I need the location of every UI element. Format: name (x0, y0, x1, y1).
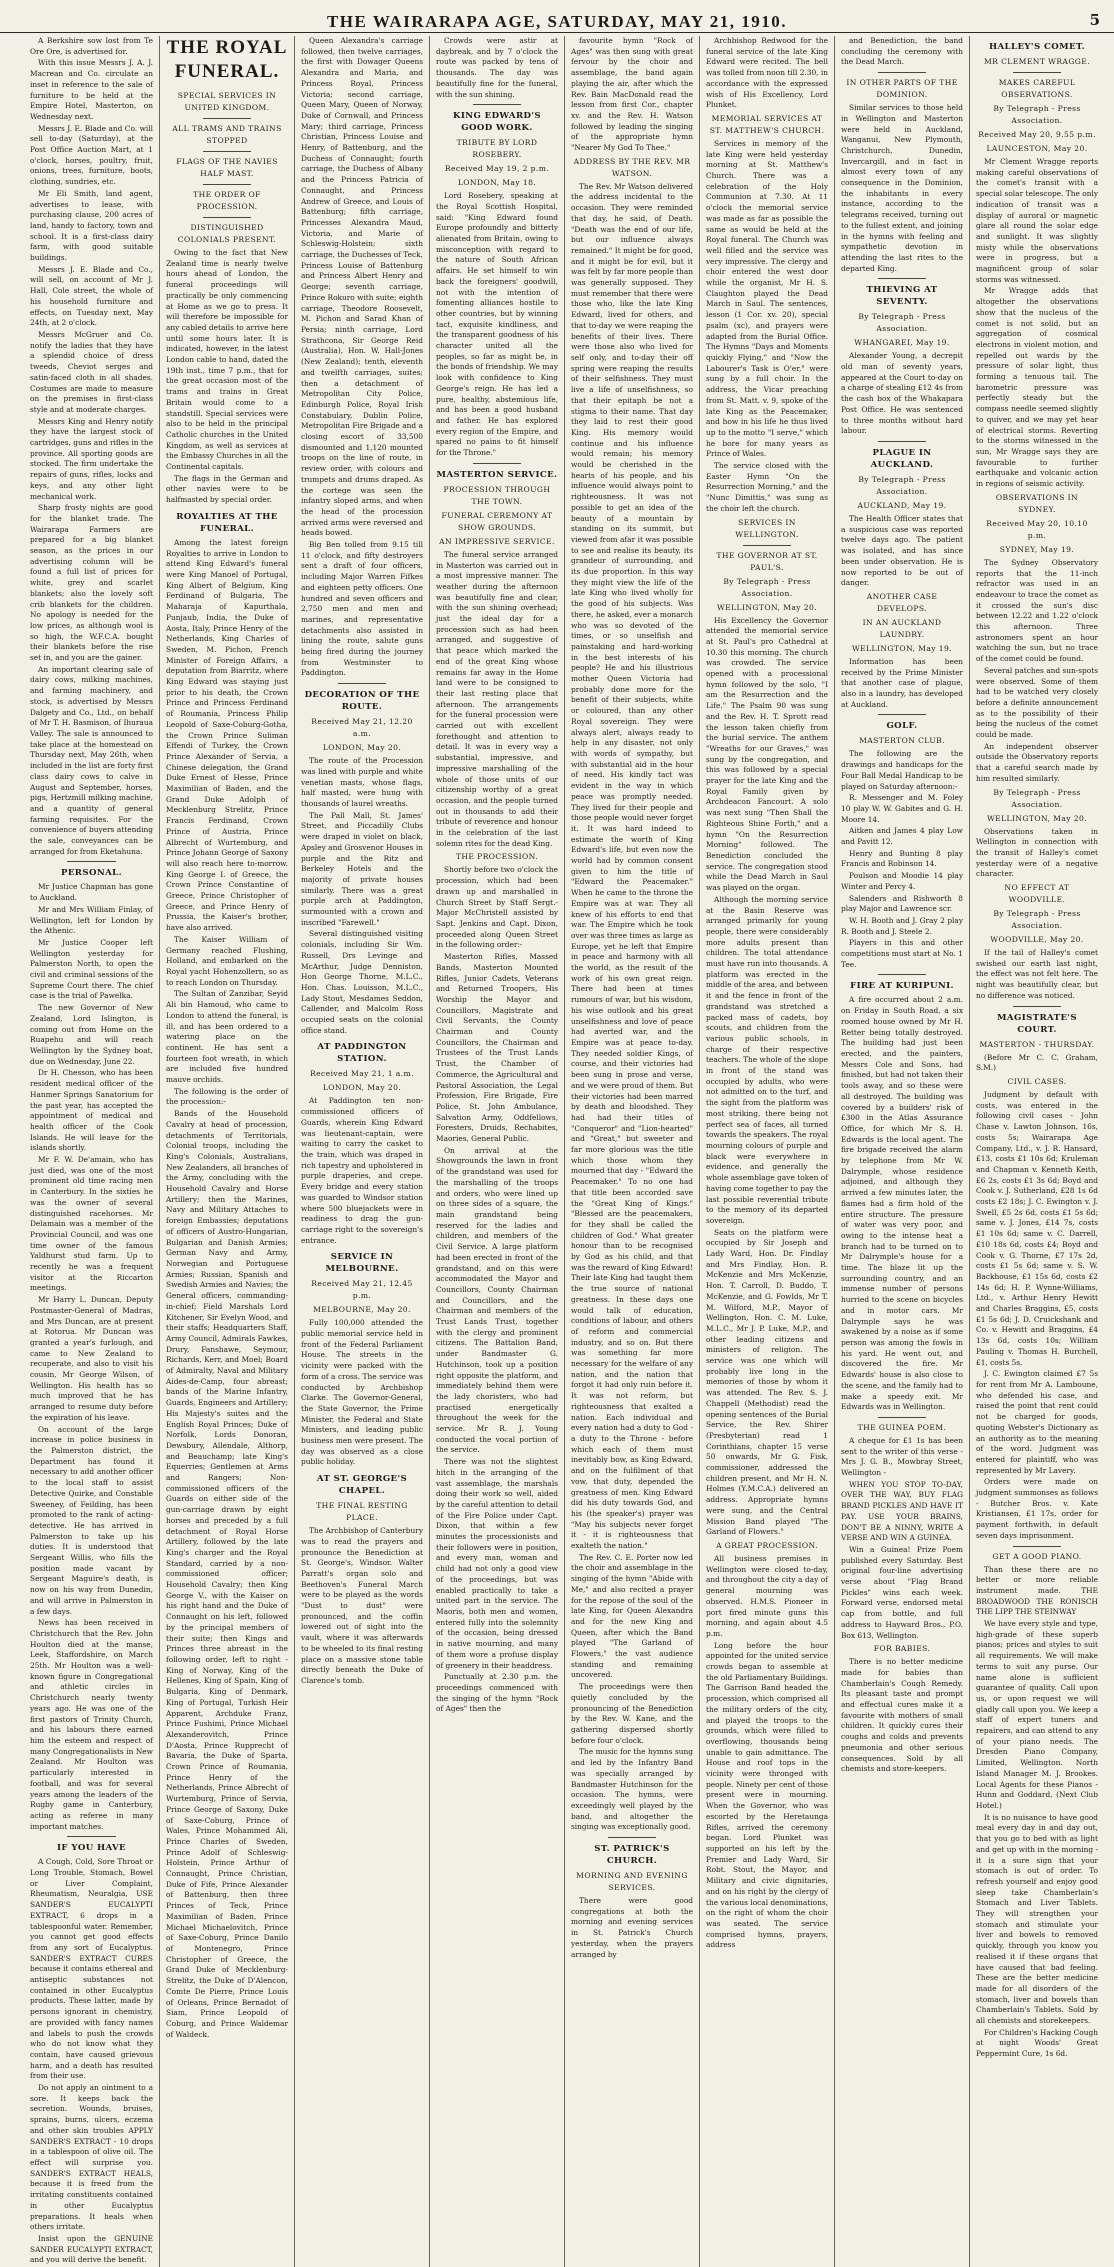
paragraph: Aitken and James 4 play Low and Pavitt 12. (841, 826, 963, 847)
dateline: Received May 20, 10.10 p.m. (986, 518, 1088, 540)
paragraph: Big Ben tolled from 9.15 till 11 o'clock, and fifty destroyers sent a draft of four officers, including Major Warren Fifkes and eighteen petty officers. One hundred and seven officers and 2,750 men and men and marines, and representative detachments also assisted in lining the route, salute guns being fired during the journey from Westminster to Paddington. (301, 540, 423, 678)
subheading: ADDRESS BY THE REV. MR WATSON. (573, 156, 691, 178)
dateline: MELBOURNE, May 20. (313, 1305, 411, 1315)
paragraph: Masterton Rifles, Massed Bands, Masterton Mounted Rifles, Junior Cadets, Veterans and Returned Troopers, His Worship the Mayor and Councillors, Magistrate and Civil Servants, the County Chairman and County Councillors, the Chairman and Trustees of the Trust Lands Trust, the Chamber of Commerce, the Agricultural and Pastoral Association, the Legal Profession, Fire Brigade, Fire Police, St. John Ambulance, Salvation Army, Oddfellows, Foresters, Druids, Rechabites, Maories, General Public. (436, 952, 558, 1144)
paragraph: Than these there are no better or more reliable instrument made. THE BROADWOOD THE RONISCH THE LIPP THE STEINWAY (976, 1564, 1098, 1617)
divider (203, 184, 252, 185)
paragraph: Mr Harry L. Duncan, Deputy Postmaster-General of Madras, and Mrs Duncan, are at present at Rotorua. Mr Duncan was granted a year's furlough, and came to New Zealand to recuperate, and also to visit his cousin, Mr George Wilson, of Wellington. His health has so much improved that he has arranged to resume duty before the expiration of his leave. (30, 1295, 153, 1422)
subheading: THE GOVERNOR AT ST. PAUL'S. (716, 550, 818, 572)
subheading: MORNING AND EVENING SERVICES. (576, 1871, 688, 1893)
paragraph: and Benediction, the band concluding the ceremony with the Dead March. (841, 36, 963, 67)
divider (878, 72, 927, 73)
deck-line: SPECIAL SERVICES IN UNITED KINGDOM. (177, 91, 277, 112)
dateline: SYDNEY, May 19. (999, 544, 1075, 554)
divider (608, 1837, 657, 1838)
paragraph: Messrs King and Henry notify they have the largest stock of cartridges, guns and rifles in the province. All sporting goods are stocked. The firm undertake the repairs of guns, rifles, locks and keys, and any other light mechanical work. (30, 416, 153, 501)
divider (878, 974, 927, 975)
dateline: By Telegraph - Press Association. (723, 576, 811, 598)
paragraph: The new Governor of New Zealand, Lord Islington, is coming out from Home on the Ruapehu and will reach Wellington by the Sydney boat, due on Wednesday, June 22. (30, 1003, 153, 1066)
heading-magistrates-court: MAGISTRATE'S COURT. (996, 1012, 1078, 1035)
divider (878, 714, 927, 715)
subheading: PROCESSION THROUGH THE TOWN. (443, 484, 551, 506)
paragraph: Messrs J. E. Blade and Co., will sell, on account of Mr J. Hall, Cole street, the whole of his household furniture and effects, on Tuesday next, May 24th, at 2 o'clock. (30, 264, 153, 328)
divider (67, 861, 116, 862)
dateline: By Telegraph - Press Association. (858, 474, 946, 496)
paragraph: Services in memory of the late King were held yesterday morning at St. Matthew's Church. There was a celebration of the Holy Communion at 7.30. At 11 o'clock the memorial service was made as far as possible the same as would be held at the Royal funeral. The Church was well filled and the service was very impressive. The clergy and choir entered the west door while the organist, Mr H. S. Claughton played the Dead March in Saul. The sentences, lesson (1 Cor. xv. 20), special psalm (xc), and prayers were adapted from the Burial Office. The Hymns "Days and Moments quickly Flying," and "Now the Labourer's Task is O'er," were sung by a full choir. In the address, the Vicar preaching from St. Matt. v. 9, spoke of the late King as the Peacemaker, and how in his life he thus lived up to the motto "I serve," which he bore for many years as Prince of Wales. (706, 138, 828, 459)
heading-plague: PLAGUE IN AUCKLAND. (870, 447, 934, 470)
divider (743, 545, 792, 546)
heading-fire: FIRE AT KURIPUNI. (850, 981, 954, 992)
paragraph: Lord Rosebery, speaking at the Royal Scottish Hospital, said: "King Edward found Europe profoundly and bitterly alienated from Britain, owing to misconception with regard to the nature of South African affairs. He set himself to win back the foreigners' goodwill, not with the intention of fomenting alliances hostile to other countries, but by winning tact, exquisite kindliness, and the transparent goodness of his character united all the peoples, so far as might be, in the bonds of friendship. We may look with confidence to King George's reign. He has led a pure, healthy, abstemious life, and has been a good husband and father. He has explored every region of the Empire, and spared no pains to fit himself for the Throne." (436, 191, 558, 458)
paragraph: All business premises in Wellington were closed to-day, and throughout the city a day of general mourning was observed. H.M.S. Pioneer in port fired minute guns this morning, and again about 4.5 p.m. (706, 1554, 828, 1638)
dateline: By Telegraph - Press Association. (993, 787, 1081, 809)
advert-paragraph: Insist upon the GENUINE SANDER EUCALYPTI EXTRACT, and you will derive the benefit. (30, 2233, 153, 2265)
subheading: GET A GOOD PIANO. (992, 1551, 1082, 1561)
paragraph: (Before Mr C. C. Graham, S.M.) (976, 1052, 1098, 1073)
subheading: MEMORIAL SERVICES AT ST. MATTHEW'S CHURCH. (709, 113, 825, 135)
paragraph: Crowds were astir at daybreak, and by 7 o'clock the route was packed by tens of thousands. The day was beautifully fine for the funeral, with the sun shining. (436, 36, 558, 99)
paragraph: The Sultan of Zanzibar, Seyid Ali bin Hamoud, who came to London to attend the funeral, is ill, and has been ordered to a watering place on the continent. He has sent a fourteen foot wreath, in which are included five hundred mauve orchids. (166, 989, 288, 1085)
subheading: IN OTHER PARTS OF THE DOMINION. (846, 78, 958, 100)
divider (878, 278, 927, 279)
subheading: MASTERTON - THURSDAY. (979, 1039, 1095, 1049)
heading-cough-advert: IF YOU HAVE (57, 1843, 126, 1854)
dateline: By Telegraph - Press Association. (993, 909, 1081, 931)
subheading: THE PROCESSION. (455, 852, 539, 862)
paragraph: Win a Guinea! Prize Poem published every Saturday. Best original four-line advertising verse about "Flag Brand Pickles" wins each week. Forward verse, endorsed metal cap from bottle, and full address to Hayward Bros., P.O. Box 613, Wellington. (841, 1544, 963, 1640)
column-3 (294, 36, 429, 2267)
subheading: TRIBUTE BY LORD ROSEBERY. (456, 138, 538, 160)
paragraph: The Pall Mall, St. James' Street, and Piccadilly Clubs were draped in violet on black, Apsley and Grosvenor Houses in purple and the Ritz and Berkeley Hotels and the majority of private houses similarly. There was a great purple arch at Paddington, surmounted with a crown and inscribed "Farewell." (301, 810, 423, 927)
paragraph: Judgment by default with costs, was entered in the following civil cases - John Chase v. Lawton Johnson, 16s, costs 5s; Wairarapa Age Company, Ltd., v. J. R. Hansard, £13, costs £1 10s 6d; Kruleman and Chapman v. Kenneth Keith, £6 2s, costs £1 3s 6d; Boyd and Cook v. J. Sutherland, £28 1s 6d costs £2 18s; J. C. Ewington v. J. Swell, £5 2s 6d, costs £1 5s 6d; same v. J. Jones, £14 7s, costs £1 10s 6d; same v. C. Darrell, £10 18s 6d, costs £4; Boyd and Cook v. G. Thorne, £7 17s 2d, costs £1 5s 6d; same v. S. W. Backhouse, £1 15s 6d, costs £2 14s 6d; H. P. Wynne-Williams, Ltd., v. Arthur Henry Hewitt and Charles Braggins, £5, costs £1 5s 6d; J. D. Cruickshank and Co. v. Hewitt and Braggins, £4 13s 6d, costs 10s; William Pauling v. Thomas H. Burchell, £1, costs 5s. (976, 1090, 1098, 1367)
paragraph: The flags in the German and other navies were to be halfmasted by special order. (166, 473, 288, 505)
paragraph: The funeral service arranged in Masterton was carried out in a most impressive manner. The weather during the afternoon was beautifully fine and clear, with the sun shining overhead; just the ideal day for a procession such as had been arranged, and suggestive of that peace which marked the end of the great King whose remains far away in the Home land were to be consigned to their last resting place that afternoon. The arrangements for the funeral procession were carried out with excellent forethought and attention to detail. It was in every way a substantial, impressive, and impressive marshalling of the whole of those units of our citizenship worthy of a great occasion, and the people turned out in thousands to add their tribute of reverence and honour in the celebration of the last solemn rites for the dead King. (436, 549, 558, 848)
paragraph: Bands of the Household Cavalry at head of procession, detachments of Territorials, Colonial troops, including the King's Colonials, Australians, New Zealanders, all branches of the Army, concluding with the Household Cavalry and Horse Artillery; then the Marines, Navy and Military Attaches to foreign Embassies; deputations of officers of Austro-Hungarian, Bulgarian and Danish Armies; German Navy and Army, Norwegian and Portuguese Armies; Russian, Spanish and Swedish Armies and Navies; the General officers, commanding-in-chief; Field Marshals Lord Kitchener, Sir Evelyn Wood, and their staffs; Headquarters Staff, Army Council, Admirals Fawkes, Drury, Fanshawe, Seymour, Richards, Kerr, and Moel; Board of Admiralty, Naval and Military Aides-de-Camp, four abreast; bands of the Marine Infantry, Guards, Engineers and Artillery; His Majesty's suites and the English Royal Princes; Duke of Norfolk, Lords Donoran, Dewsbury, Allendale, Althorp, and Beauchamp; late King's Equerries; Gentlemen at Arms and Rangers; Non-commissioned officers of the Guards on either side of the gun-carriage drawn by eight horses and preceded by a full detachment of Royal Horse Artillery, followed by the late King's charger and the Royal Standard, carried by a non-commissioned officer; Household Cavalry; then King George V., with the Kaiser on his right hand and the Duke of Connaught on his left, followed by the principal members of their suite; then Kings and Princes three abreast in the following order, left to right - King of Norway, King of the Hellenes, King of Spain, King of Bulgaria, King of Denmark, King of Portugal, Turkish Heir Apparent, Archduke Franz, Prince Fushimi, Prince Michael Alexanderovitch, Prince D'Aosta, Prince Rupprecht of Bavaria, the Duke of Sparta, Crown Prince of Roumania, Prince Henry of the Netherlands, Prince Albrecht of Wurtemburg, Prince of Servia, Prince George of Saxony, Duke of Saxe-Coburg, Prince of Wales, Prince Mohammed Ali, Prince Charles of Sweden, Prince Adolf of Schleswig-Holstein, Prince Arthur of Connaught, Prince Christian, Duke of Fife, Prince Alexander of Battenburg, then three Princes of Teck, Prince Maximilian of Baden, Prince Michael Michaelovitch, Prince of Saxe-Coburg, Prince Danilo of Montenegro, Prince Christopher of Greece, the Grand Duke of Mecklenburg-Strelitz, the Duke of D'Alencon, Comte De Pierre, Prince Louis of Orleans, Prince Bernadot of Siam, Prince Leopold of Coburg, and Prince Waldemar of Waldeck. (166, 1109, 289, 2039)
paragraph: The music for the hymns sung and led by the Infantry Band was specially arranged by Bandmaster Hutchinson for the occasion. The hymns, were exceedingly well played by the band, and altogether the singing was exceptionally good. (571, 1747, 693, 1832)
dateline: Received May 19, 2 p.m. (444, 164, 550, 174)
paragraph: The Health Officer states that a suspicious case was reported twelve days ago. The patient was isolated, and has since been under observation. He is now reported to be out of danger. (841, 513, 963, 588)
heading-personal: PERSONAL. (60, 868, 122, 879)
column-2 (159, 36, 294, 2267)
subheading: A GREAT PROCESSION. (716, 1541, 818, 1550)
paragraph: Sharp frosty nights are good for the blanket trade. The Wairarapa Farmers are prepared for a big blanket season, as the prices in our advertising column will be found a full list of prices for white, grey and scarlet blankets; also the lovely soft crib blankets for the children. No apology is needed for the low prices, as although wool is so high, the W.F.C.A. bought their blankets before the rise set in, and you are the gainer. (30, 503, 153, 663)
divider (878, 441, 927, 442)
paragraph: Owing to the fact that New Zealand time is nearly twelve hours ahead of London, the funeral proceedings will practically be only commencing at Home as we go to press. It will therefore be impossible for any cabled details to arrive here until some hours later. It is indicated, however, in the latest London cable to hand, dated the 19th inst., time 7 p.m., that for the great occasion most of the trams and trains in Great Britain would come to a standstill. Special services were also to be held in the principal Catholic churches in the United Kingdom, as well as services at the Embassy Churches in all the Continental capitals. (166, 248, 288, 472)
column-4 (429, 36, 564, 2267)
paragraph: Long before the hour appointed for the united service crowds began to assemble at the old Parliamentary Buildings. The Garrison Band headed the procession, which comprised all the military orders of the city, and played the troops to the grounds, which were filled to overflowing, thousands being unable to gain admittance. The House and roof tops in the vicinity were thronged with people. Ninety per cent of those present were in mourning. When the Governor, who was escorted by the Heretaunga Rifles, arrived the ceremony began. Lord Plunket was supported on his left by the Premier and Lady Ward, Sir Robt. Stout, the Mayor, and Military and civic dignitaries, and on his right by the clergy of the various local denominations, on the right of whom the choir was seated. The service comprised hymns, prayers, address (706, 1640, 828, 1950)
paragraph: Alexander Young, a decrepit old man of seventy years, appeared at the Court to-day on a charge of stealing £12 4s from the cash box of the Whakapara Post Office. He was sentenced to three months without hard labour. (841, 351, 963, 436)
paragraph: For Children's Hacking Cough at night Woods' Great Peppermint Cure, 1s 6d. (976, 2027, 1098, 2059)
heading-thieving: THIEVING AT SEVENTY. (866, 285, 938, 308)
paragraph: It is no nuisance to have good meal every day in and day out, that you go to bed with as light and get up with in the morning - it is a sure sign that your stomach is out of order. To refresh yourself and enjoy good sleep take Chamberlain's Stomach and Liver Tablets. They will strengthen your stomach and stimulate your liver and bowels to removed quickly, through you know you realised it if these organs that have caused that bad feeling. These are the better medicine made for all disorders of the stomach, liver and bowels than Chamberlain's Tablets. Sold by all chemists and storekeepers. (976, 1812, 1098, 2026)
deck-line: ALL TRAMS AND TRAINS STOPPED (172, 124, 282, 145)
paragraph: The proceedings were then quietly concluded by the pronouncing of the Benediction by the Rev. W. Kane, and the gathering dispersed shortly before four o'clock. (571, 1682, 693, 1745)
subheading: THE FINAL RESTING PLACE. (316, 1501, 408, 1523)
dateline: LONDON, May 20. (322, 743, 402, 753)
paragraph: An independent observer outside the Observatory reports that a careful search made by him resulted similarly. (976, 741, 1098, 783)
subheading: FOR BABIES. (873, 1644, 931, 1654)
paragraph: News has been received in Christchurch that the Rev. John Houlton died at the manse, Leek, Staffordshire, on March 25th. Mr Houlton was a well-known figure in Congregational and athletic circles in Christchurch nearly twenty years ago. He was one of the first pastors of Trinity Church, and his labours there earned him the esteem and respect of many Congregationalists in New Zealand. Mr Houlton was particularly interested in football, and was for several years among the leaders of the Rugby game in Canterbury, acting as referee in many important matches. (30, 1618, 153, 1831)
divider (203, 217, 252, 218)
paragraph: An important clearing sale of dairy cows, milking machines, and farming machinery, and stock, is advertised by Messrs Dalgety and Co., Ltd., on behalf of Mr T. H. Basmison, of Ihuraua Valley. The sale is announced to take place at the homestead on Thursday next, May 26th, when included in the list are forty first class dairy cows to calve in August and September, horses, pigs, Hertzmill milking machine, and a quantity of general farming requisites. For the convenience of buyers attending the sale, conveyances can be arranged for from Eketahuna. (30, 664, 153, 856)
paragraph: Mr Clement Wragge reports making careful observations of the comet's transit with a special solar telescope. The only indication of transit was a display of auroral or magnetic glare all round the solar edge and sunlight. It was slightly misty while the observations were in progress, but a magnificent group of solar storms was witnessed. (976, 157, 1098, 284)
paragraph: The following is the order of the procession:- (166, 1086, 288, 1107)
divider (338, 683, 387, 684)
paragraph: There is no better medicine made for babies than Chamberlain's Cough Remedy. Its pleasant taste and prompt and effectual cures make it a favourite with mothers of small children. It quickly cures their coughs and colds and prevents pneumonia and other serious consequences. Sold by all chemists and store-keepers. (841, 1657, 963, 1774)
dateline: LAUNCESTON, May 20. (986, 144, 1088, 153)
divider (878, 1417, 927, 1418)
paragraph: The Rev. Mr Watson delivered the address incidental to the occasion. They were reminded that day, he said, of Death. "Death was the end of our life, but our influence always remained." It might be for good, and it might be for evil, but it was felt by far more people than was generally supposed. They must remember that there were those who, like the late King Edward, lived for others, and that to-day we were reaping the benefits of their lives. There were those also who lived for self only, and to-day their off spring were reaping the results of their selfishness. They must live a life of unselfishness, so that their epitaph be not a stigma to their name. That day they laid to rest their good King. His memory would continue and his influence would remain; his memory would be cherished in the hearts of his people, and his influence would always point to righteousness. It was not possible to get an idea of the beauty of a mountain by standing on its summit, but viewed from afar it was possible to see and realise its beauty, its grandeur of surrounding, and its due proportion. In this way they might view the life of the late King who lived wholly for the good of his subjects. Was there, he asked, ever a monarch who was so devoted of the times, or so unselfish and painstaking and hard-working in the best interests of his people? He and his illustrious mother Queen Victoria had probably done more for the benefit of their subjects, white or coloured, than any other Royal sovereign. They were always alert, always ready to help in any disaster, not only with words of sympathy, but with substantial aid in the hour of need. His kindly tact was evident in the way in which peace was promptly needed. They lived for their people and those people would never forget it. It was hard indeed to estimate the worth of King Edward's life, but even now the world had by common consent given to him the title of "Edward the Peacemaker." When he came to the throne the Empire was at war. They all knew of his efforts to end that war. The Empire which he took over was three times as large as Europe, yet he left that Empire in peace and harmony with all the world, as the result of the work of his own great reign. There had been at times rumours of war, but his wisdom, his wise outlook and his great unselfishness and love of peace had averted war, and the Empire was at peace to-day. They needed soldier Kings, of course, and their victories had been sung in prose and verse, and we were proud of them. But their victories had been marred by death and bloodshed. They had had their titles of "Conqueror" and "Lion-hearted" and "Great," but sweeter and far more glorious was the title which those whom they mourned that day - "Edward the Peacemaker." To no one had that title been accorded save the "Great King of Kings." "Blessed are the peacemakers, for they shall be called the children of God." What greater honour than to be recognised by God as his child, and that was the reward of King Edward! Their late King had taught them the true source of national greatness. In these days one would talk of education, conditions of labour, and others of reform and commercial industry, and so on. But there was something far more necessary for the welfare of any nation, and the nation that forgot it had only ruin before it. It was not reform, but righteousness that exalted a nation. Each individual and every nation had a duty to God - a duty to the Throne - before which each of them must inevitably bow, as King Edward, and on the fulfilment of that vow, that duty, depended the greatness of men. King Edward did his duty towards God, and his (the speaker's) prayer was "May his subjects never forget it - it is righteousness that exalteth the nation." (571, 181, 693, 1551)
divider (473, 463, 522, 464)
paragraph: Players in this and other competitions must start at No. 1 Tee. (841, 938, 963, 969)
divider (203, 118, 252, 119)
column-1 (24, 36, 159, 2267)
paragraph: Salenders and Rishworth 8 play Major and Lawrence scr. (841, 893, 963, 914)
paragraph: Punctually at 2.30 p.m. the proceedings commenced with the singing of the hymn "Rock of Ages" then the (436, 1672, 558, 1714)
divider (473, 104, 522, 105)
heading-masterton-service: MASTERTON SERVICE. (436, 469, 558, 480)
paragraph: J. C. Ewington claimed £7 5s for rent from Mr A. Lamboune, who defended his case, and raised the point that rent could not be charged for goods, quoting Webster's Dictionary as an authority as to the meaning of the word. Judgment was entered for plaintiff, who was represented by Mr Lavery. (976, 1369, 1098, 1475)
paragraph: Mr Justice Cooper left Wellington yesterday for Palmerston North, to open the civil and criminal sessions of the Supreme Court there. The chief case is the trial of Pawelka. (30, 937, 153, 1001)
paragraph: With this issue Messrs J. A. J. Macrean and Co. circulate an inset in reference to the sale of furniture to be held at the Empire Hotel, Masterton, on Wednesday next. (30, 58, 153, 121)
paragraph: Orders were made on judgment summonses as follows - Butcher Bros. v. Kate Kristiansen, £1 17s, order for payment forthwith, in default seven days imprisonment. (976, 1477, 1098, 1540)
paragraph: Messrs McGruer and Co. notify the ladies that they have a splendid choice of dress tweeds, Cheviot serges and satin-faced cloth in all shades. Costumes are made to measure on the premises in first-class style and at moderate charges. (30, 329, 153, 414)
paragraph: His Excellency the Governor attended the memorial service at St. Paul's pro Cathedral at 10.30 this morning. The church was crowded. The service opened with a processional hymn followed by the solo, "I am the Resurrection and the Life." The Psalm 90 was sung and the Rev. H. T. Sprott read the lesson taken chiefly from the burial service. The anthem "Wreaths for our Graves," was sung by the congregation, and this was followed by a special prayer for the late King and the Royal Family given by Archdeacon Fancourt. A solo was next sung "Then Shall the Righteous Shine Forth," and a hymn "On the Resurrection Morning" followed. The Benediction concluded the service. The congregation stood while the Dead March in Saul was played on the organ. (706, 615, 828, 893)
divider (67, 1836, 116, 1837)
subheading: THE GUINEA POEM. (857, 1422, 947, 1432)
paragraph: Henry and Bunting 8 play Francis and Robinson 14. (841, 848, 963, 869)
subheading: ANOTHER CASE DEVELOPS. (866, 591, 938, 613)
paragraph: Several distinguished visiting colonials, including Sir Wm. Russell, Drs Levinge and McArthur, Judge Denniston, Hon George Thorne, M.L.C., Hon. Chas. Louisson, M.L.C., Lady Stout, Mesdames Seddon, Callender, and Malcolm Ross occupied seats on the colonial office stand. (301, 929, 423, 1035)
subheading: FUNERAL CEREMONY AT SHOW GROUNDS. (441, 510, 553, 532)
dateline: By Telegraph - Press Association. (858, 312, 946, 334)
subheading: MR CLEMENT WRAGGE. (983, 57, 1091, 66)
paragraph: Messrs J. E. Blade and Co. will sell to-day (Saturday), at the Post Office Auction Mart, at 1 o'clock, horses, poultry, fruit, onions, trees, furniture, boots, clothing, sundries, etc. (30, 123, 153, 187)
dateline: AUCKLAND, May 19. (857, 500, 947, 510)
paragraph: WHEN YOU STOP TO-DAY, OVER THE WAY, BUY FLAG BRAND PICKLES AND HAVE IT PAY. USE YOUR BRAINS, DON'T BE A NINNY, WRITE A VERSE AND WIN A GUINEA. (841, 1479, 963, 1543)
deck-line: THE ORDER OF PROCESSION. (193, 190, 261, 211)
paragraph: The Kaiser William of Germany reached Flushing, Holland, and embarked on the Royal yacht Hohenzollern, so as to reach London on Thursday. (166, 934, 288, 987)
dateline: Received May 21, 1 a.m. (310, 1069, 414, 1079)
paragraph: Among the latest foreign Royalties to arrive in London to attend King Edward's funeral were King Manoel of Portugal, King Albert of Belgium, King Ferdinand of Bulgaria, The Maharaja of Kapurthala, Punjaub, India, the Duke of Aosta, Italy, Prince Henry of the Netherlands, King Charles of Sweden, M. Pichon, French Minister of Foreign Affairs, a deputation from Biarritz, where King Edward was staying just prior to his death, the Crown Prince and Princess Ferdinand of Roumania, Princess Philip Leopold of Saxe-Coburg-Gotha, the Crown Prince Suliman Effendi of Turkey, the Crown Prince Alexander of Servia, a Chinese delegation, the Grand Duke Ernest of Hesse, Prince Maximilian of Baden, and the Grand Duke Adolph of Mecklenburg Strelitz, Prince Francis Ferdinand, Crown Prince of Austria, Prince Albrecht of Wurtemburg, and Prince Johann George of Saxony will also reach here to-morrow. King George I. of Greece, the Crown Prince Constantine of Greece, Prince Christopher of Greece, and Prince Henry of Prussia, the Kaiser's brother, have also arrived. (166, 537, 288, 933)
dateline: WELLINGTON, May 20. (986, 813, 1088, 823)
paragraph: The Sydney Observatory reports that the 11-inch refractor was used in an endeavour to trace the comet as it crossed the sun's disc between 12.22 and 1.22 o'clock this afternoon. Three astronomers spent an hour watching the sun, but no trace of the comet could be found. (976, 557, 1098, 664)
column-8 (969, 36, 1104, 2267)
subheading: OBSERVATIONS IN SYDNEY. (995, 492, 1079, 514)
paragraph: There was not the slightest hitch in the arranging of the vast assemblage, the marshals doing their work so well, aided by the careful attention to detail of the Fire Police under Capt. Dixon, that within a few minutes the processionists and their followers were in position, and every man, woman and child had not only a good view of the proceedings, but was enabled practically to take a united part in the service. The Maoris, both men and women, entered fully into the solemnity of the occasion, being dressed in native mourning, and many of them wore a profuse display of greenery in their headdress. (436, 1457, 558, 1670)
dateline: Received May 21, 12.20 a.m. (311, 717, 413, 739)
dateline: By Telegraph - Press Association. (993, 104, 1081, 125)
heading-halleys-comet: HALLEY'S COMET. (988, 42, 1086, 52)
subheading: NO EFFECT AT WOODVILLE. (1004, 883, 1070, 905)
heading-paddington: AT PADDINGTON STATION. (317, 1042, 407, 1065)
column-5 (564, 36, 699, 2267)
paragraph: A fire occurred about 2 a.m. on Friday in South Road, a six roomed house owned by Mr H. Retter being totally destroyed. The building had just been erected, and the painters, Messrs Cole and Sons, had finished, but had not taken their tools away, and so these were all destroyed. The building was covered by a builders' risk of £300 in the Atlas Assurance Office, for which Mr S. H. Edwards is the local agent. The fire brigade received the alarm by telephone from Mr W. Dalrymple, whose residence adjoined, and although they arrived a few minutes later, the flames had a firm hold of the entire structure. The pressure of water was very poor, and owing to the intense heat a branch had to be turned on to Mr Dalrymple's house for a time. The blaze lit up the surrounding country, and an immense number of persons hurried to the scene on bicycles and in motor cars. Mr Dalrymple says he was awakened by a noise as if some person was among the fowls in his yard. He went out, and discovered the fire. Mr Edwards' house is also close to the scene, and the family had to make a speedy exit. Mr Edwards was in Wellington. (841, 995, 963, 1412)
dateline: LONDON, May 20. (322, 1083, 402, 1093)
column-7 (834, 36, 969, 2267)
deck-line: FLAGS OF THE NAVIES HALF MAST. (176, 157, 278, 178)
paragraph: Mr F. W. De'amain, who has just died, was one of the most prominent old time racing men in Canterbury. In the sixties he was the owner of several distinguished racehorses. Mr Delamain was a member of the Provincial Council, and was one time owner of the famous Yaldhurst stud farm. Up to recently he was a frequent visitor at the Riccarton meetings. (30, 1155, 153, 1293)
dateline: LONDON, May 18. (457, 178, 537, 188)
paragraph: Mr Eli Smith, land agent, advertises to lease, with purchasing clause, 200 acres of land, handy to factory, town and school. It is a first-class dairy farm, with good suitable buildings. (30, 188, 153, 263)
paragraph: favourite hymn "Rock of Ages" was then sung with great fervour by the choir and assemblage, the band again playing the air, after which the Rev. Bain MacDonald read the lesson from first Cor., chapter xv. and the Rev. H. Watson followed by leading the singing of the appropriate hymn "Nearer My God To Thee." (571, 36, 693, 153)
page-number: 5 (1089, 11, 1100, 29)
paragraph: A Berkshire sow lost from Te Ore Ore, is advertised for. (30, 36, 153, 56)
paragraph: If the tail of Halley's comet swished our earth last night, the effect was not felt here. The night was beautifully clear, but no difference was noticed. (976, 948, 1098, 1000)
paragraph: Dr H. Chesson, who has been resident medical officer of the Hanmer Springs Sanatorium for the past year, has accepted the appointment of medical and health officer of the Cook Islands. He will leave for the islands shortly. (30, 1068, 153, 1153)
columns (24, 36, 1104, 2265)
subheading: MASTERTON CLUB. (859, 736, 945, 746)
paragraph: A cheque for £1 1s has been sent to the writer of this verse - Mrs J. G. B., Mowbray Street, Wellington - (841, 1435, 963, 1478)
heading-st-georges: AT ST. GEORGE'S CHAPEL. (316, 1474, 408, 1497)
paragraph: Queen Alexandra's carriage followed, then twelve carriages, the first with Dowager Queens Alexandra and Maria, and Princess Royal, Princess Victoria; second carriage, Queen Mary, Queen of Norway, Duke of Cornwall, and Princess Mary; third carriage, Princess Christian, Princess Louise and Henry, of Battenburg, and the Duchess of Connaught; fourth carriage, the Duchess of Albany and the Princess Patricia of Connaught, and Princess Andrew of Greece, and Louis of Battenburg; fifth carriage, Princesses Alexandra Maud, Victoria, and Marie of Schleswig-Holstein; sixth carriage, the Duchesses of Teck, Princess Louise of Battenburg and Princess Albert Henry and George; seventh carriage, Prince Rokuro with suite; eighth carriage, Theodore Roosevelt, M. Pichon and Sarad Khan of Persia; ninth carriage, Lord Strathcona, Sir George Reid (Australia), Hon. W. Hall-Jones (New Zealand); tenth, eleventh and twelfth carriages, suites; then a detachment of Metropolitan City Police, Edinburgh Police, Royal Irish Constabulary, Dublin Police, Metropolitan Fire Brigade and a closing escort of 33,500 dismounted and 1,120 mounted troops on the line of route, in review order, with colours and trumpets and drums draped. As the cortege was seen the infantry sloped arms, and when the head of the procession arrived arms were reversed and heads bowed. (301, 36, 423, 538)
paragraph: Mr and Mrs William Finlay, of Wellington, left for London by the Athenic. (30, 904, 153, 936)
divider (1013, 1006, 1062, 1007)
masthead (0, 6, 1114, 33)
dateline: WOODVILLE, May 20. (990, 935, 1084, 945)
paragraph: Mr Wragge adds that altogether the observations show that the nucleus of the comet is not solid, but an aggregation of cosmical electrons in violent motion, and repelled out wards by the pressure of solar light, thus forming a tenuous tail. The barometric pressure was perfectly steady but the compass needle seemed slightly to quiver, and we may yet hear of electrical storms. Reverting to the storms witnessed in the sun, Mr Wragge says they are favourable to further earthquake and volcanic action in regions of seismic activity. (976, 286, 1098, 489)
paragraph: Similar services to those held in Wellington and Masterton were held in Auckland, Wanganui, New Plymouth, Christchurch, Dunedin, Invercargill, and in fact in almost every town of any consequence in the Dominion, the inhabitants in every instance, according to the telegrams received, turning out to the fullest extent, and joining in the hymns with feeling and sympathetic devotion in attending the last rites to the departed King. (841, 103, 963, 273)
paragraph: On arrival at the Showgrounds the lawn in front of the grandstand was used for the marshalling of the troops and orders, who were lined up on three sides of a square, the main grandstand being reserved for the ladies and children, and members of the Civil Service. A large platform had been erected in front of the grandstand, and on this were accommodated the Mayor and Councillors, County Chairman and Councillors, and the Chairman and members of the Trust Lands Trust, together with the clergy and prominent citizens. The Battalion Band, under Bandmaster G. Hutchinson, took up a position right opposite the platform, and immediately behind them were the lady choristers, who had practised energetically throughout the week for the service. Mr R. J. Young conducted the vocal portion of the service. (436, 1145, 558, 1455)
divider (1013, 1546, 1062, 1547)
paragraph: At Paddington ten non-commissioned officers of Guards, wherein King Edward was lieutenant-captain, were waiting to carry the casket to the train, which was draped in rich tapestry and upholstered in purple draperies, and crepe. Every bridge and every station was guarded to Windsor station where 500 bluejackets were in readiness to drag the gun-carriage right to the sovereign's entrance. (301, 1096, 423, 1245)
paragraph: Archbishop Redwood for the funeral service of the late King Edward were recited. The bell was tolled from noon till 2.30, in accordance with the expressed wish of His Excellency, Lord Plunket. (706, 36, 829, 110)
dateline: WHANGAREI, May 19. (854, 338, 950, 348)
divider (1013, 72, 1062, 73)
advert-paragraph: A Cough, Cold, Sore Throat or Long Trouble, Stomach, Bowel or Liver Complaint, Rheumatism, Neuralgia, USE SANDER'S EUCALYPTI EXTRACT, 6 drops in a tablespoonful water. Remember, you cannot get good effects from any sort of Eucalyptus. SANDER'S EXTRACT CURES because it contains ethereal and antiseptic substances not contained in other Eucalyptus products. These latter, made by persons ignorant in chemistry, are provided with fancy names and labels to push the crowds who do not know what they contain, have caused grievous harm, and a death has resulted from their use. (30, 1857, 153, 2081)
dateline: WELLINGTON, May 19. (851, 643, 953, 653)
deck-line: DISTINGUISHED COLONIALS PRESENT. (177, 223, 277, 244)
subheading: AN IMPRESSIVE SERVICE. (439, 536, 555, 546)
paragraph: The Archbishop of Canterbury was to read the prayers and pronounce the Benediction at St. George's, Windsor. Walter Parratt's organ solo and Beethoven's Funeral March were to be played as the words "Dust to dust" were pronounced, and the coffin lowered out of sight into the vault, where it was afterwards to be wheeled to its final resting place on a massive stone table directly beneath the Duke of Clarence's tomb. (301, 1526, 423, 1685)
paragraph: Observations taken in Wellington in connection with the transit of Halley's comet yesterday were of a negative character. (976, 826, 1098, 879)
subheading: SERVICES IN WELLINGTON. (735, 517, 799, 539)
headline-royal-funeral: THE ROYAL FUNERAL. (166, 37, 288, 82)
paragraph: Seats on the platform were occupied by Sir Joseph and Lady Ward, Hon. Dr. Findlay and Mrs Findlay, Hon. R. McKenzie and Mrs McKenzie, Hon. T. Carroll, D. Buddo, T. McKenzie, and G. Fowlds, Mr T. M. Wilford, M.P., Mayor of Wellington, Hon. C. M. Luke, M.L.C., Mr J. P. Luke, M.P., and other leading citizens and ministers of religion. The service was one which will probably live long in the memories of those by whom it was attended. The Rev. S. J. Chappell (Methodist) read the opening sentences of the Burial Service, the Rev. Shirer (Presbyterian) read 1 Corinthians, chapter 15 verse 50 onwards, Mr G. Fisk, commissioner, addressed the children present, and Mr H. N. Holmes (Y.M.C.A.) delivered an address. Appropriate hymns were sung, and the Central Mission Band played "The Garland of Flowers." (706, 1227, 828, 1537)
divider (203, 151, 252, 152)
paragraph: There were good congregations at both the morning and evening services in St. Patrick's Church yesterday, when the prayers arranged by (571, 1896, 693, 1959)
heading-royalties: ROYALTIES AT THE FUNERAL. (176, 511, 278, 534)
paragraph: Mr Justice Chapman has gone to Auckland. (30, 882, 153, 903)
heading-golf: GOLF. (886, 721, 918, 732)
subheading: IN AN AUCKLAND LAUNDRY. (862, 617, 942, 639)
dateline: WELLINGTON, May 20. (716, 602, 818, 612)
paragraph: Several patches and sun-spots were observed. Some of them had to be watched very closely before a definite announcement as to the possibility of their being the nucleus of the comet could be made. (976, 665, 1098, 740)
paragraph: Although the morning service at the Basin Reserve was arranged primarily for young people, there were considerably more adults present than children. The total attendance must have run into thousands. A platform was erected in the middle of the area, and between it and the fence in front of the grandstand was stretched a packed mass of cadets, boy scouts, and children from the various public schools, in charge of their respective teachers. The whole of the slope in front of the stand was occupied by adults, who were not admitted on to the turf, and the sight from the platform was most striking, there being not perfect sea of faces, all turned towards the speakers. The royal mourning colours of purple and black were everywhere in evidence, and generally the whole assemblage gave token of having come together to pay the last possible reverential tribute to the memory of its departed sovereign. (706, 894, 828, 1225)
column-6 (699, 36, 834, 2267)
paragraph: Shortly before two o'clock the procession, which had been drawn up and marshalled in Church Street by Staff Sergt.-Major McChristell assisted by Sapt. Jenkins and Capt. Dixon, proceeded along Queen Street in the following order:- (436, 865, 558, 950)
paragraph: R. Messenger and M. Foley 10 play W. W. Gabites and G. H. Moore 14. (841, 793, 963, 824)
subheading: MAKES CAREFUL OBSERVATIONS. (998, 78, 1076, 99)
paragraph: The following are the drawings and handicaps for the Four Ball Medal Handicap to be played on Saturday afternoon:- (841, 749, 963, 791)
masthead-title: THE WAIRARAPA AGE, SATURDAY, MAY 21, 1910. (326, 12, 788, 31)
paragraph: Poulson and Moodie 14 play Winter and Percy 4. (841, 871, 963, 891)
paragraph: The service closed with the Easter Hymn "On the Resurrection Morning," and the "Nunc Dimittis," was sung as the choir left the church. (706, 461, 828, 513)
heading-st-patricks: ST. PATRICK'S CHURCH. (594, 1844, 670, 1867)
paragraph: W. H. Booth and J. Gray 2 play R. Booth and J. Steele 2. (841, 915, 963, 936)
paragraph: Information has been received by the Prime Minister that another case of plague, also in a laundry, has developed at Auckland. (841, 656, 963, 709)
advert-paragraph: Do not apply an ointment to a sore. It keeps back the secretion. Wounds, bruises, sprains, burns, ulcers, eczema and other skin troubles APPLY SANDER'S EXTRACT - 10 drops in a tablespoon of olive oil. The effect will surprise you. SANDER'S EXTRACT HEALS, because it is freed from the irritating constituents contained in other Eucalyptus preparations. It heals when others irritate. (30, 2083, 153, 2232)
dateline: Received May 21, 12.45 p.m. (311, 1279, 413, 1301)
heading-good-work: KING EDWARD'S GOOD WORK. (452, 111, 542, 134)
paragraph: The Rev. C. E. Porter now led the choir and assemblage in the singing of the hymn "Abide with Me," and also recited a prayer for the repose of the soul of the late King, for Queen Alexandra and for the new King and Queen, after which the Band played "The Garland of Flowers," the vast audience standing and remaining uncovered. (571, 1552, 693, 1680)
paragraph: We have every style and type, high-grade of these superb pianos; prices and styles to suit all requirements. We will make terms to suit any purse. Our name alone is sufficient guarantee of quality. Call upon us, or upon request we will gladly call upon you. We keep a staff of expert tuners and repairers, and can attend to any of your piano needs. The Dresden Piano Company, Limited, Wellington. North Island Manager M. J. Brookes. Local Agents for these Pianos - Hunn and Goddard, (Next Club Hotel.) (976, 1619, 1098, 1810)
heading-decoration: DECORATION OF THE ROUTE. (304, 690, 420, 713)
subheading: CIVIL CASES. (1007, 1077, 1067, 1086)
dateline: Received May 20, 9.55 p.m. (978, 130, 1096, 139)
paragraph: Fully 100,000 attended the public memorial service held in front of the Federal Parliament House. The streets in the vicinity were packed with the form of a cross. The service was conducted by Archbishop Clarke. The Governor-General, the State Governor, the Prime Minister, the Federal and State Ministers, and leading public business men were present. The day was observed as a close public holiday. (301, 1318, 423, 1467)
heading-melbourne: SERVICE IN MELBOURNE. (325, 1252, 399, 1275)
paragraph: On account of the large increase in police business in the Palmerston district, the Department has found it necessary to add another officer to the local staff to assist Detective Quirke, and Constable Sweeney, of Feilding, has been promoted to the rank of acting-detective. He has arrived in Palmerston to take up his duties. It is understood that Sergeant Willis, who fills the position made vacant by Sergeant Maguire's death, is now on his way from Dunedin, and will arrive in Palmerston in a few days. (30, 1424, 153, 1616)
paragraph: The route of the Procession was lined with purple and white venetian masts, whose flags, half masted, were hung with thousands of laurel wreaths. (301, 756, 423, 808)
